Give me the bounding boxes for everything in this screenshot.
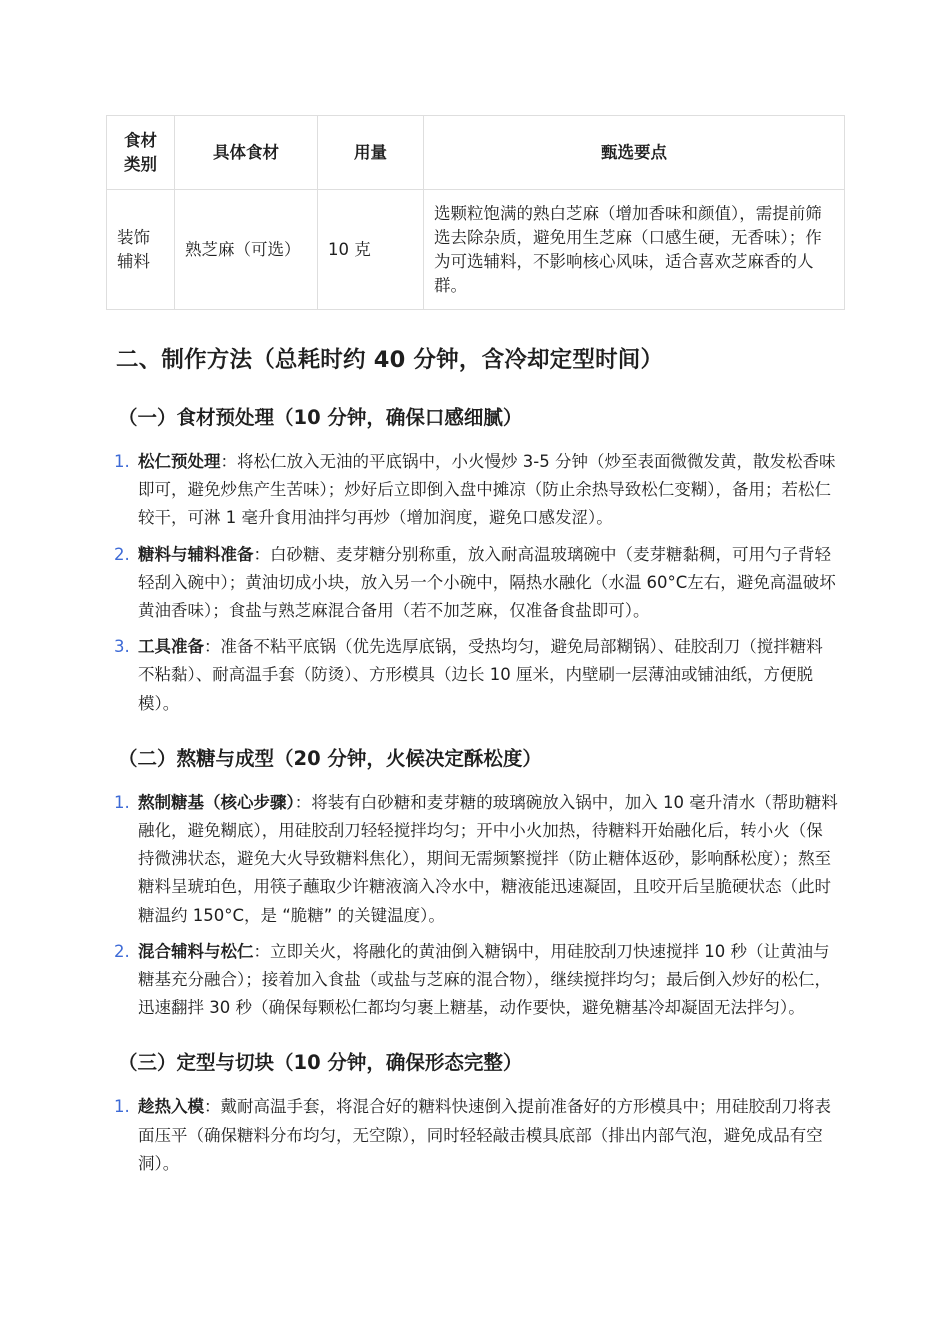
cell-tips: 选颗粒饱满的熟白芝麻（增加香味和颜值），需提前筛选去除杂质，避免用生芝麻（口感生硬，无香味）；作为可选辅料，不影响核心风味，适合喜欢芝麻香的人群。 <box>424 190 845 310</box>
step-title: 混合辅料与松仁 <box>138 941 254 961</box>
subsection-title-boil: （二）熬糖与成型（20 分钟，火候决定酥松度） <box>118 746 542 770</box>
header-amount: 用量 <box>318 116 424 190</box>
step-list-boil <box>106 789 844 1023</box>
ingredient-table <box>106 115 845 310</box>
cell-ingredient: 熟芝麻（可选） <box>175 190 318 310</box>
document-page <box>106 115 844 1186</box>
list-number: 3. <box>114 637 130 657</box>
table-row <box>107 190 845 310</box>
list-number: 1. <box>114 792 130 812</box>
step-title: 糖料与辅料准备 <box>138 544 254 564</box>
list-item <box>106 633 844 718</box>
step-text: ：立即关火，将融化的黄油倒入糖锅中，用硅胶刮刀快速搅拌 10 秒（让黄油与糖基充分融合）；接着加入食盐（或盐与芝麻的混合物），继续搅拌均匀；最后倒入炒好的松仁，迅速翻拌 30 秒（确保每颗松仁都均匀裹上糖基，动作要快，避免糖基冷却凝固无法拌匀）。 <box>138 941 831 1018</box>
step-text: ：戴耐高温手套，将混合好的糖料快速倒入提前准备好的方形模具中；用硅胶刮刀将表面压平（确保糖料分布均匀，无空隙），同时轻轻敲击模具底部（排出内部气泡，避免成品有空洞）。 <box>138 1097 831 1173</box>
step-title: 松仁预处理 <box>138 452 221 471</box>
list-number: 1. <box>114 1097 130 1117</box>
list-number: 2. <box>114 941 130 961</box>
step-title: 趁热入模 <box>138 1097 204 1117</box>
header-category: 食材 类别 <box>107 116 175 190</box>
list-number: 1. <box>114 452 130 471</box>
header-tips: 甄选要点 <box>424 116 845 190</box>
list-item <box>106 541 844 626</box>
cell-amount: 10 克 <box>318 190 424 310</box>
step-text: ：白砂糖、麦芽糖分别称重，放入耐高温玻璃碗中（麦芽糖黏稠，可用勺子背轻轻刮入碗中）；黄油切成小块，放入另一个小碗中，隔热水融化（水温 60°C左右，避免高温破坏黄油香味）；食盐与熟芝麻混合备用（若不加芝麻，仅准备食盐即可）。 <box>138 544 836 621</box>
list-item <box>106 1093 844 1178</box>
list-item <box>106 448 844 533</box>
cell-category: 装饰 辅料 <box>107 190 175 310</box>
step-list-shape <box>106 1093 844 1178</box>
step-list-prep <box>106 448 844 718</box>
subsection-title-prep: （一）食材预处理（10 分钟，确保口感细腻） <box>118 406 523 429</box>
list-item <box>106 938 844 1023</box>
step-text: ：准备不粘平底锅（优先选厚底锅，受热均匀，避免局部糊锅）、硅胶刮刀（搅拌糖料不粘黏）、耐高温手套（防烫）、方形模具（边长 10 厘米，内壁刷一层薄油或铺油纸，方便脱模）。 <box>138 637 823 713</box>
subsection-title-shape: （三）定型与切块（10 分钟，确保形态完整） <box>118 1051 523 1075</box>
step-title: 熬制糖基（核心步骤） <box>138 792 295 812</box>
header-ingredient: 具体食材 <box>175 116 318 190</box>
step-title: 工具准备 <box>138 637 204 657</box>
list-number: 2. <box>114 544 130 564</box>
step-text: ：将松仁放入无油的平底锅中，小火慢炒 3-5 分钟（炒至表面微微发黄，散发松香味即可，避免炒焦产生苦味）；炒好后立即倒入盘中摊凉（防止余热导致松仁变糊），备用；若松仁较干，可淋 1 毫升食用油拌匀再炒（增加润度，避免口感发涩）。 <box>138 452 836 528</box>
list-item <box>106 789 844 930</box>
section-title: 二、制作方法（总耗时约 40 分钟，含冷却定型时间） <box>116 347 664 373</box>
table-header-row <box>107 116 845 190</box>
step-text: ：将装有白砂糖和麦芽糖的玻璃碗放入锅中，加入 10 毫升清水（帮助糖料融化，避免糊底），用硅胶刮刀轻轻搅拌均匀；开中小火加热，待糖料开始融化后，转小火（保持微沸状态，避免大火导致糖料焦化），期间无需频繁搅拌（防止糖体返砂，影响酥松度）；熬至糖料呈琥珀色，用筷子蘸取少许糖液滴入冷水中，糖液能迅速凝固，且咬开后呈脆硬状态（此时糖温约 150°C，是 “脆糖” 的关键温度）。 <box>138 792 838 925</box>
